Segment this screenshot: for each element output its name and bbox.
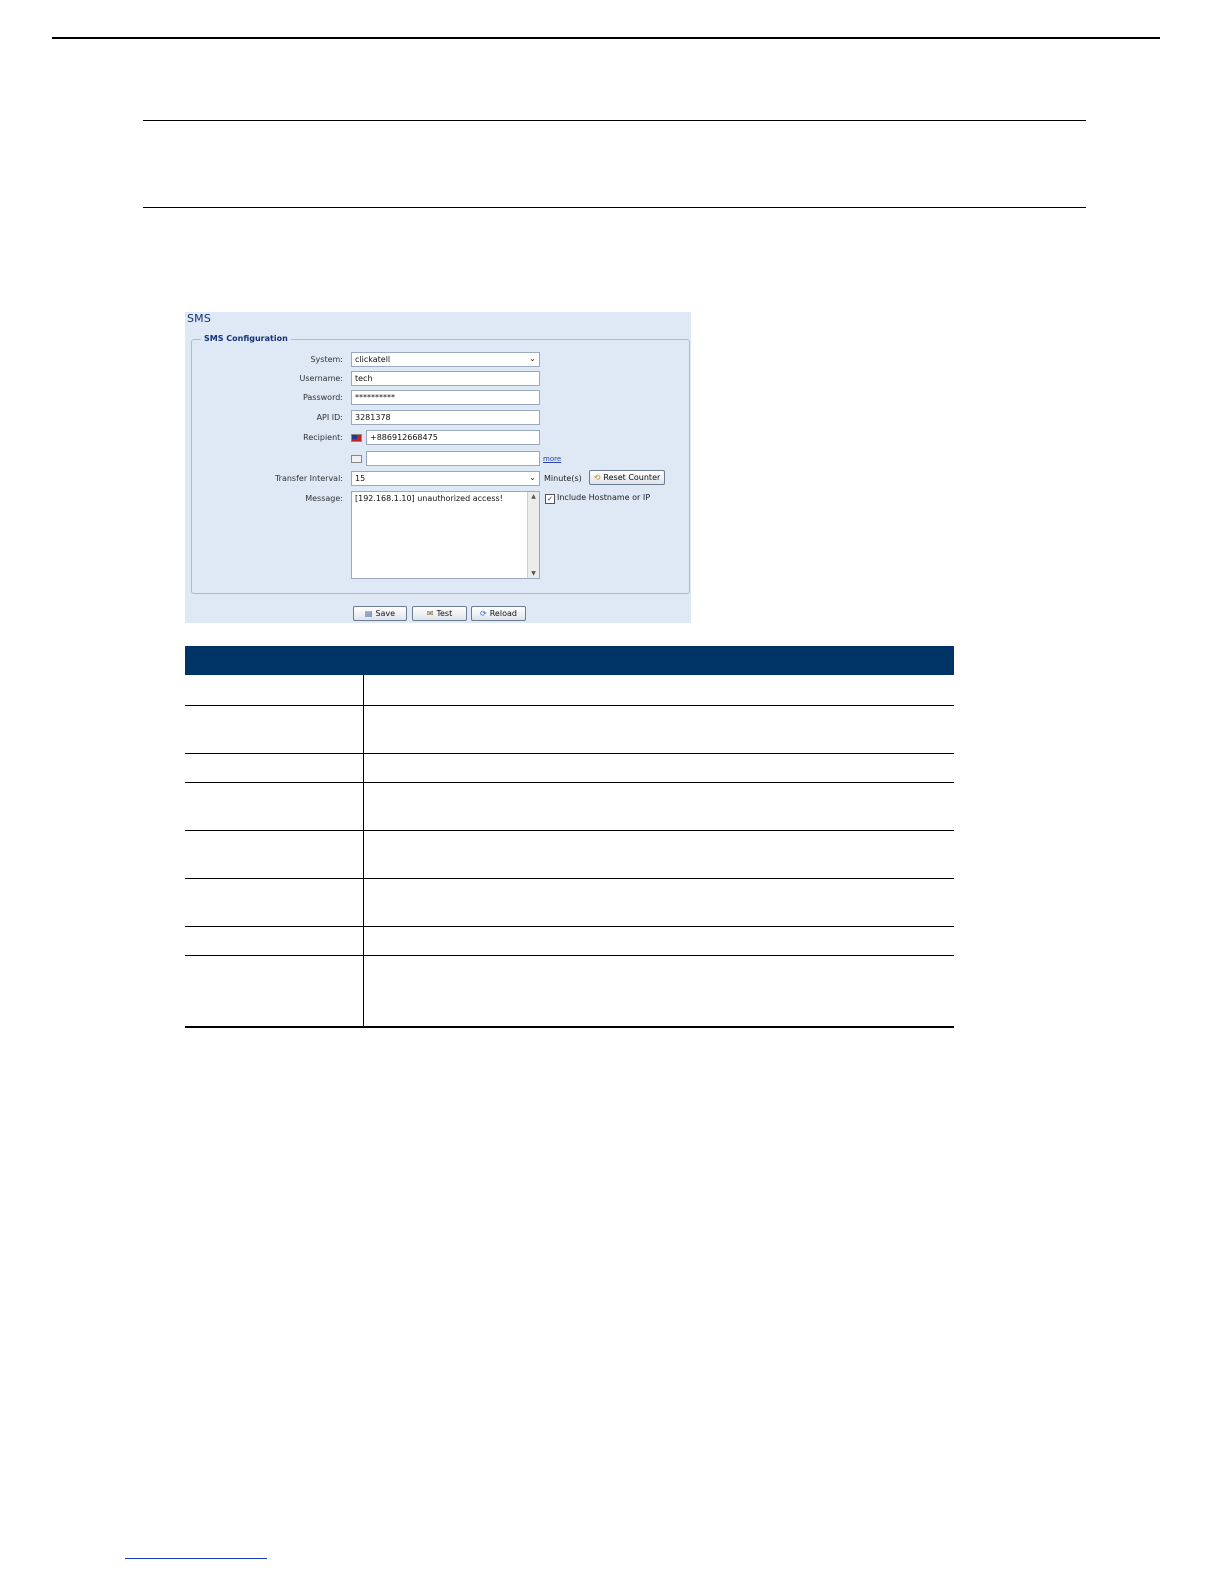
- system-value: clickatell: [355, 355, 391, 364]
- section-legend: SMS Configuration: [201, 334, 291, 343]
- system-select[interactable]: [351, 352, 540, 367]
- table-header: [185, 646, 954, 675]
- system-label: System:: [310, 355, 343, 364]
- table-row: [185, 926, 954, 955]
- username-input[interactable]: tech: [351, 371, 540, 386]
- recipient-input[interactable]: +886912668475: [366, 430, 540, 445]
- save-icon: ▤: [364, 608, 373, 618]
- recipient-label: Recipient:: [303, 433, 343, 442]
- table-row: [185, 753, 954, 782]
- reset-icon: ⟲: [593, 472, 601, 482]
- table-row: [185, 955, 954, 1027]
- transfer-interval-select[interactable]: [351, 471, 540, 486]
- more-link[interactable]: more: [543, 455, 562, 463]
- transfer-interval-value: 15: [355, 474, 366, 483]
- header-rule: [52, 37, 1160, 39]
- header-cell-1: [185, 646, 364, 675]
- test-label: Test: [436, 609, 453, 618]
- message-value: [192.168.1.10] unauthorized access!: [355, 494, 503, 503]
- scroll-down-icon[interactable]: ▼: [531, 570, 536, 577]
- save-button[interactable]: [353, 606, 407, 621]
- message-textarea[interactable]: [351, 491, 540, 579]
- header-cell-2: [364, 646, 955, 675]
- recipient-2-input[interactable]: [366, 451, 540, 466]
- message-scrollbar[interactable]: [527, 492, 539, 578]
- reload-label: Reload: [489, 609, 517, 618]
- reset-counter-label: Reset Counter: [603, 473, 661, 482]
- sms-panel: [185, 312, 691, 623]
- table-row: [185, 675, 954, 705]
- api-id-label: API ID:: [316, 413, 343, 422]
- note-top-rule: [143, 120, 1086, 121]
- reload-icon: ⟳: [480, 608, 487, 618]
- table-row: [185, 705, 954, 753]
- test-button[interactable]: [412, 606, 467, 621]
- minutes-unit: Minute(s): [544, 474, 582, 483]
- password-label: Password:: [302, 393, 343, 402]
- note-bottom-rule: [143, 207, 1086, 208]
- table-row: [185, 878, 954, 926]
- footer-link-underline[interactable]: [125, 1558, 267, 1559]
- settings-table: [185, 646, 954, 1028]
- password-input[interactable]: **********: [351, 390, 540, 405]
- scroll-up-icon[interactable]: ▲: [531, 493, 536, 500]
- include-hostname-checkbox[interactable]: ✓: [545, 494, 555, 504]
- save-label: Save: [375, 609, 396, 618]
- chevron-down-icon[interactable]: ⌄: [526, 353, 539, 366]
- chevron-down-icon[interactable]: ⌄: [526, 472, 539, 485]
- table-row: [185, 830, 954, 878]
- panel-title: SMS: [187, 312, 212, 325]
- reset-counter-button[interactable]: [589, 470, 665, 485]
- reload-button[interactable]: [471, 606, 526, 621]
- empty-flag-icon[interactable]: [351, 455, 362, 463]
- transfer-interval-label: Transfer Interval:: [274, 474, 343, 483]
- flag-icon[interactable]: [351, 434, 362, 442]
- api-id-input[interactable]: 3281378: [351, 410, 540, 425]
- username-label: Username:: [299, 374, 343, 383]
- include-hostname-label: Include Hostname or IP: [557, 493, 651, 502]
- test-icon: ✉: [426, 608, 434, 618]
- table-row: [185, 782, 954, 830]
- message-label: Message:: [305, 494, 343, 503]
